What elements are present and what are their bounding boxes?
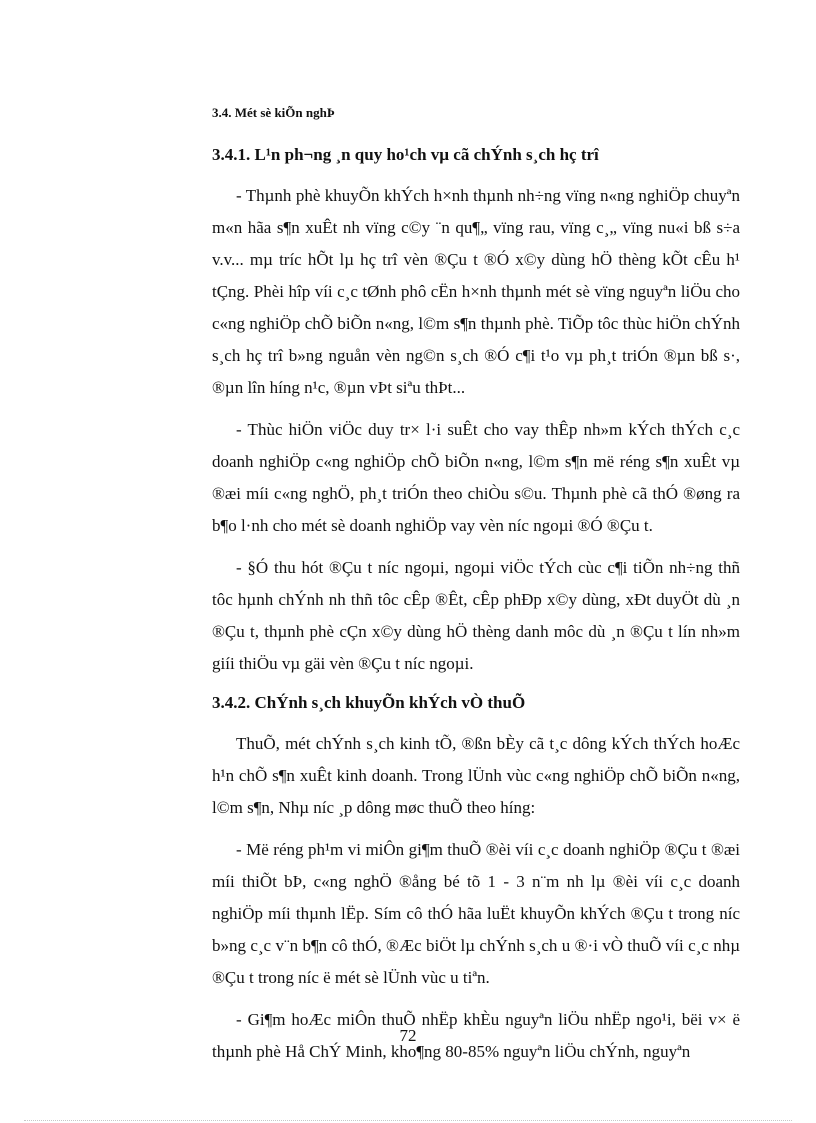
- paragraph-5: - Më réng ph¹m vi miÔn gi¶m thuÕ ®èi víi c¸c doanh nghiÖp ®Çu t ®æi míi thiÕt bÞ, c«ng nghÖ ®ång bé tõ 1 - 3 n¨m nh lµ ®èi víi c¸c doanh nghiÖp míi thµnh lËp. Sím cô thÓ hãa luËt khuyÕn khÝch ®Çu t trong níc b»ng c¸c v¨n b¶n cô thÓ, ®Æc biÖt lµ chÝnh s¸ch u ®·i vÒ thuÕ víi c¸c nhµ ®Çu t trong níc ë mét sè lÜnh vùc u tiªn.: [212, 840, 740, 987]
- section-heading-3-4-2: 3.4.2. ChÝnh s¸ch khuyÕn khÝch vÒ thuÕ: [212, 693, 526, 712]
- paragraph-6: - Gi¶m hoÆc miÔn thuÕ nhËp khÈu nguyªn liÖu nhËp ngo¹i, bëi v× ë thµnh phè Hå ChÝ Minh, kho¶ng 80-85% nguyªn liÖu chÝnh, nguyªn: [212, 1010, 740, 1061]
- section-title-small: 3.4. Mét sè kiÕn nghÞ: [212, 105, 335, 120]
- paragraph-2: - Thùc hiÖn viÖc duy tr× l·i suÊt cho vay thÊp nh»m kÝch thÝch c¸c doanh nghiÖp c«ng nghiÖp chÕ biÕn n«ng, l©m s¶n më réng s¶n xuÊt vµ ®æi míi c«ng nghÖ, ph¸t triÓn theo chiÒu s©u. Thµnh phè cã thÓ ®øng ra b¶o l·nh cho mét sè doanh nghiÖp vay vèn níc ngoµi ®Ó ®Çu t.: [212, 420, 740, 535]
- paragraph-3: - §Ó thu hót ®Çu t níc ngoµi, ngoµi viÖc tÝch cùc c¶i tiÕn nh÷ng thñ tôc hµnh chÝnh nh thñ tôc cÊp ®Êt, cÊp phÐp x©y dùng, xÐt duyÖt dù ¸n ®Çu t, thµnh phè cÇn x©y dùng hÖ thèng danh môc dù ¸n ®Çu t lín nh»m giíi thiÖu vµ gäi vèn ®Çu t níc ngoµi.: [212, 558, 740, 673]
- paragraph-4: ThuÕ, mét chÝnh s¸ch kinh tÕ, ®ßn bÈy cã t¸c dông kÝch thÝch hoÆc h¹n chÕ s¶n xuÊt kinh doanh. Trong lÜnh vùc c«ng nghiÖp chÕ biÕn n«ng, l©m s¶n, Nhµ níc ¸p dông møc thuÕ theo híng:: [212, 734, 740, 817]
- paragraph-1: - Thµnh phè khuyÕn khÝch h×nh thµnh nh÷ng vïng n«ng nghiÖp chuyªn m«n hãa s¶n xuÊt nh vïng c©y ¨n qu¶„ vïng rau, vïng c¸„ vïng nu«i bß s÷a v.v... mµ tríc hÕt lµ hç trî vèn ®Çu t ®Ó x©y dùng hÖ thèng kÕt cÊu h¹ tÇng. Phèi hîp víi c¸c tØnh phô cËn h×nh thµnh mét sè vïng nguyªn liÖu cho c«ng nghiÖp chÕ biÕn n«ng, l©m s¶n thµnh phè. TiÕp tôc thùc hiÖn chÝnh s¸ch hç trî b»ng nguån vèn ng©n s¸ch ®Ó c¶i t¹o vµ ph¸t triÓn ®µn bß s·, ®µn lîn híng n¹c, ®µn vÞt siªu thÞt...: [212, 186, 740, 397]
- page-content: [212, 104, 740, 1078]
- page-number: 72: [399, 1026, 417, 1045]
- page-bottom-divider: [24, 1120, 792, 1121]
- section-heading-3-4-1: 3.4.1. L¹n ph¬ng ¸n quy ho¹ch vµ cã chÝnh s¸ch hç trî: [212, 145, 599, 164]
